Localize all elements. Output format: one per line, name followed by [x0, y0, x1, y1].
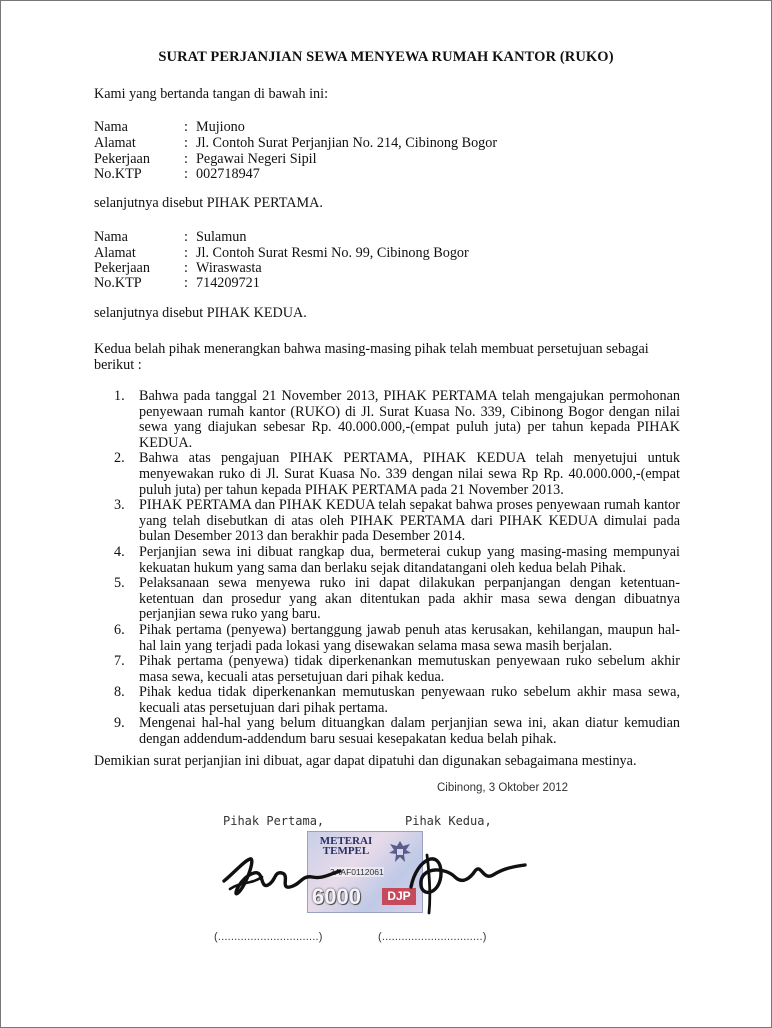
clause-number: 8. [114, 684, 125, 701]
clause-item [114, 497, 680, 545]
field-separator: : [184, 245, 188, 261]
clause-number: 9. [114, 715, 125, 732]
clause-number: 6. [114, 621, 125, 638]
party-one-designation: selanjutnya disebut PIHAK PERTAMA. [94, 195, 323, 211]
field-separator: : [184, 151, 188, 167]
field-value: 714209721 [196, 275, 260, 291]
stamp-mark: DJP [382, 888, 416, 905]
party-one-address-row [94, 135, 497, 151]
clause-item [114, 543, 680, 576]
clause-text: Pihak pertama (penyewa) bertanggung jawab penuh atas kerusakan, kehilangan, maupun hal-hal lain yang terjadi pada lokasi yang disewakan selama masa sewa masih berjalan. [139, 621, 680, 654]
field-value: Jl. Contoh Surat Resmi No. 99, Cibinong Bogor [196, 245, 469, 261]
field-separator: : [184, 135, 188, 151]
party-one-name-row [94, 119, 245, 135]
clause-number: 4. [114, 543, 125, 560]
clause-text: Bahwa pada tanggal 21 November 2013, PIHAK PERTAMA telah mengajukan permohonan penyewaan rumah kantor (RUKO) di Jl. Surat Kuasa No. 339, Cibinong Bogor dengan nilai sewa yang diajukan sebesar Rp. 40.000.000,-(empat puluh juta) per tahun kepada PIHAK KEDUA. [139, 388, 680, 451]
clause-text: Bahwa atas pengajuan PIHAK PERTAMA, PIHAK KEDUA telah menyetujui untuk menyewakan ruko di Jl. Surat Kuasa No. 339 dengan nilai sewa Rp Rp. 40.000.000,-(empat puluh juta) per tahun kepada PIHAK PERTAMA pada 21 November 2013. [139, 450, 680, 498]
field-label: Nama [94, 229, 128, 245]
field-label: Pekerjaan [94, 151, 150, 167]
clause-item [114, 388, 680, 451]
first-party-signature [216, 841, 346, 911]
field-label: Alamat [94, 245, 136, 261]
clause-item [114, 621, 680, 654]
party-two-occupation-row [94, 260, 262, 276]
field-value: Sulamun [196, 229, 247, 245]
party-two-ktp-row [94, 275, 260, 291]
field-value: 002718947 [196, 166, 260, 182]
clause-text: Pihak kedua tidak diperkenankan memutuskan penyewaan ruko sebelum akhir masa sewa, kecuali atas persetujuan dari pihak pertama. [139, 684, 680, 716]
field-label: Pekerjaan [94, 260, 150, 276]
clause-text: PIHAK PERTAMA dan PIHAK KEDUA telah sepakat bahwa proses penyewaan rumah kantor yang telah disebutkan di atas oleh PIHAK PERTAMA dari PIHAK KEDUA dimulai pada bulan Desember 2013 dan berakhir pada Desember 2014. [139, 497, 680, 545]
stamp-title-line: METERAI [319, 835, 373, 847]
field-label: No.KTP [94, 166, 142, 182]
clause-list [114, 388, 680, 748]
clause-text: Pihak pertama (penyewa) tidak diperkenankan memutuskan penyewaan ruko sebelum akhir masa sewa, kecuali atas persetujuan dari pihak kedua. [139, 653, 680, 685]
party-two-designation: selanjutnya disebut PIHAK KEDUA. [94, 305, 307, 321]
party-one-occupation-row [94, 151, 317, 167]
stamp-serial: 3AAF0112061 [330, 867, 384, 877]
clause-number: 5. [114, 575, 125, 592]
second-party-name-line: (...............................) [378, 931, 487, 943]
stamp-title-line: TEMPEL [322, 845, 370, 857]
field-separator: : [184, 229, 188, 245]
field-label: Nama [94, 119, 128, 135]
party-two-name-row [94, 229, 246, 245]
party-two-address-row [94, 245, 469, 261]
clause-item [114, 653, 680, 685]
first-party-label: Pihak Pertama, [223, 814, 325, 828]
second-party-label: Pihak Kedua, [405, 814, 492, 828]
clause-item [114, 684, 680, 716]
field-separator: : [184, 119, 188, 135]
place-date: Cibinong, 3 Oktober 2012 [437, 782, 569, 794]
document-title: SURAT PERJANJIAN SEWA MENYEWA RUMAH KANTOR (RUKO) [158, 49, 614, 65]
clause-number: 2. [114, 450, 125, 467]
stamp-value: 6000 [312, 884, 361, 909]
clause-number: 3. [114, 497, 125, 514]
field-separator: : [184, 166, 188, 182]
field-label: No.KTP [94, 275, 142, 291]
clause-number: 7. [114, 653, 125, 670]
field-separator: : [184, 260, 188, 276]
field-label: Alamat [94, 135, 136, 151]
clause-number: 1. [114, 388, 125, 404]
agreement-intro: Kedua belah pihak menerangkan bahwa masing-masing pihak telah membuat persetujuan sebagai berikut : [94, 341, 649, 373]
field-value: Mujiono [196, 119, 245, 135]
clause-item [114, 575, 680, 623]
party-one-ktp-row [94, 166, 260, 182]
clause-item [114, 450, 680, 498]
field-separator: : [184, 275, 188, 291]
clause-text: Pelaksanaan sewa menyewa ruko ini dapat dilakukan perpanjangan dengan ketentuan-ketentuan dan prosedur yang akan ditentukan pada akhir masa sewa dengan dibuatnya perjanjian sewa ruko yang baru. [139, 575, 680, 623]
clause-item [114, 715, 680, 748]
field-value: Wiraswasta [196, 260, 262, 276]
clause-text: Mengenai hal-hal yang belum dituangkan dalam perjanjian sewa ini, akan diatur kemudian dengan addendum-addendum baru sesuai kesepakatan kedua belah pihak. [139, 715, 680, 748]
clause-text: Perjanjian sewa ini dibuat rangkap dua, bermeterai cukup yang masing-masing mempunyai kekuatan hukum yang sama dan berlaku sejak ditandatangani oleh kedua belah Pihak. [139, 543, 680, 576]
closing-statement: Demikian surat perjanjian ini dibuat, agar dapat dipatuhi dan digunakan sebagaimana mestinya. [94, 753, 637, 769]
second-party-signature [401, 837, 531, 917]
field-value: Pegawai Negeri Sipil [196, 151, 317, 167]
first-party-name-line: (...............................) [214, 931, 323, 943]
opening-line: Kami yang bertanda tangan di bawah ini: [94, 86, 329, 102]
field-value: Jl. Contoh Surat Perjanjian No. 214, Cibinong Bogor [196, 135, 498, 151]
